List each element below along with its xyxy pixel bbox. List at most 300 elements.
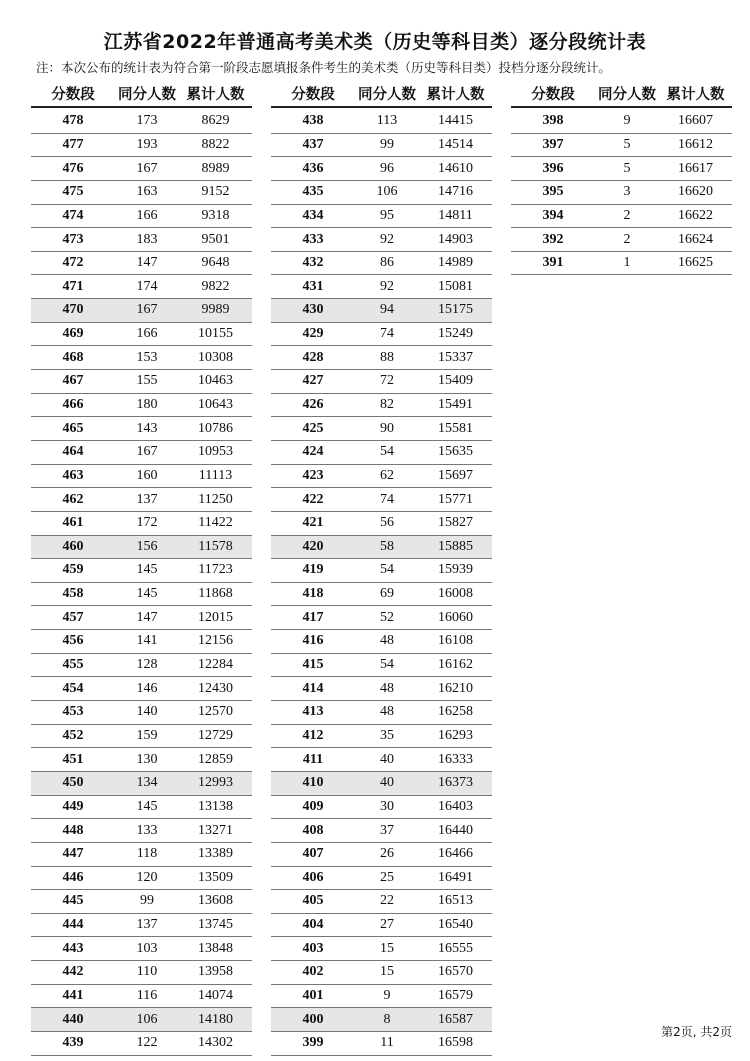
cumulative-cell: 16258 xyxy=(438,704,473,720)
same-count-cell: 92 xyxy=(380,231,394,247)
same-count-cell: 94 xyxy=(380,302,394,318)
cumulative-cell: 16373 xyxy=(438,775,473,791)
cumulative-cell: 15635 xyxy=(438,444,473,460)
same-count-cell: 25 xyxy=(380,869,394,885)
same-count-cell: 163 xyxy=(136,184,158,200)
same-count-cell: 167 xyxy=(136,302,158,318)
score-cell: 460 xyxy=(62,538,84,554)
score-cell: 439 xyxy=(62,1035,84,1051)
score-cell: 415 xyxy=(302,657,324,673)
same-count-cell: 27 xyxy=(380,917,394,933)
table-row xyxy=(31,961,252,985)
table-row xyxy=(271,465,492,489)
cumulative-cell: 11250 xyxy=(198,491,233,507)
score-cell: 405 xyxy=(302,893,324,909)
same-count-cell: 99 xyxy=(140,893,154,909)
table-row xyxy=(31,441,252,465)
score-cell: 440 xyxy=(62,1011,84,1027)
same-count-cell: 106 xyxy=(136,1011,158,1027)
table-row xyxy=(271,134,492,158)
table-row xyxy=(31,252,252,276)
table-row xyxy=(31,323,252,347)
table-row xyxy=(271,417,492,441)
table-row xyxy=(31,559,252,583)
score-cell: 414 xyxy=(302,680,324,696)
same-count-cell: 99 xyxy=(380,136,394,152)
score-cell: 464 xyxy=(62,444,84,460)
same-count-cell: 90 xyxy=(380,420,394,436)
table-row xyxy=(31,1032,252,1056)
table-row xyxy=(31,914,252,938)
score-cell: 429 xyxy=(302,326,324,342)
cumulative-cell: 15081 xyxy=(438,278,473,294)
score-cell: 410 xyxy=(302,775,324,791)
score-cell: 427 xyxy=(302,373,324,389)
score-cell: 432 xyxy=(302,255,324,271)
score-cell: 407 xyxy=(302,846,324,862)
table-row xyxy=(271,890,492,914)
cumulative-cell: 16162 xyxy=(438,657,473,673)
table-row xyxy=(31,134,252,158)
table-row xyxy=(271,1008,492,1032)
table-row xyxy=(31,228,252,252)
table-row xyxy=(271,772,492,796)
score-cell: 431 xyxy=(302,278,324,294)
table-row xyxy=(271,606,492,630)
table-row xyxy=(271,512,492,536)
same-count-cell: 116 xyxy=(136,988,158,1004)
same-count-cell: 9 xyxy=(623,113,631,129)
score-cell: 422 xyxy=(302,491,324,507)
same-count-cell: 141 xyxy=(136,633,158,649)
table-row xyxy=(271,583,492,607)
cumulative-cell: 10643 xyxy=(198,397,233,412)
cumulative-cell: 16108 xyxy=(438,633,473,649)
same-count-cell: 54 xyxy=(380,562,394,578)
cumulative-cell: 14180 xyxy=(198,1011,233,1027)
score-cell: 434 xyxy=(302,207,324,223)
table-row xyxy=(271,205,492,229)
table-rows xyxy=(271,110,492,1056)
same-count-cell: 137 xyxy=(136,917,158,933)
cumulative-cell: 14811 xyxy=(438,207,473,223)
table-row xyxy=(31,725,252,749)
cumulative-cell: 15697 xyxy=(438,467,473,483)
table-column-2 xyxy=(271,80,492,1056)
score-cell: 398 xyxy=(542,113,564,129)
score-cell: 475 xyxy=(62,184,84,200)
cumulative-cell: 16579 xyxy=(438,988,473,1004)
score-cell: 445 xyxy=(62,893,84,909)
cumulative-cell: 12993 xyxy=(198,775,233,791)
cumulative-cell: 13138 xyxy=(198,798,233,814)
header-cumulative: 累计人数 xyxy=(426,86,485,103)
table-column-1 xyxy=(31,80,252,1056)
same-count-cell: 2 xyxy=(623,231,631,247)
same-count-cell: 92 xyxy=(380,278,394,294)
cumulative-cell: 8822 xyxy=(201,136,230,152)
same-count-cell: 15 xyxy=(380,940,394,956)
same-count-cell: 103 xyxy=(136,940,158,956)
cumulative-cell: 10308 xyxy=(198,349,233,365)
cumulative-cell: 14514 xyxy=(438,136,473,152)
same-count-cell: 48 xyxy=(380,633,394,649)
same-count-cell: 167 xyxy=(136,160,158,176)
score-cell: 461 xyxy=(62,515,84,531)
cumulative-cell: 16620 xyxy=(678,184,713,200)
table-row xyxy=(271,937,492,961)
score-cell: 454 xyxy=(62,680,84,696)
cumulative-cell: 16570 xyxy=(438,964,473,980)
score-cell: 470 xyxy=(62,302,84,318)
table-row xyxy=(511,205,732,229)
same-count-cell: 145 xyxy=(136,798,158,814)
cumulative-cell: 16624 xyxy=(678,231,713,247)
table-rows xyxy=(511,110,732,275)
same-count-cell: 137 xyxy=(136,491,158,507)
score-cell: 412 xyxy=(302,727,324,743)
cumulative-cell: 16617 xyxy=(678,160,713,176)
table-row xyxy=(31,157,252,181)
cumulative-cell: 12570 xyxy=(198,704,233,720)
table-row xyxy=(31,796,252,820)
cumulative-cell: 11113 xyxy=(198,467,233,483)
table-row xyxy=(31,819,252,843)
cumulative-cell: 15409 xyxy=(438,373,473,389)
table-row xyxy=(271,323,492,347)
table-row xyxy=(31,630,252,654)
score-cell: 404 xyxy=(302,917,324,933)
same-count-cell: 96 xyxy=(380,160,394,176)
same-count-cell: 3 xyxy=(623,184,631,200)
cumulative-cell: 9318 xyxy=(201,207,230,223)
cumulative-cell: 12015 xyxy=(198,609,233,625)
same-count-cell: 180 xyxy=(136,397,158,412)
score-cell: 426 xyxy=(302,397,324,412)
same-count-cell: 147 xyxy=(136,609,158,625)
cumulative-cell: 14302 xyxy=(198,1035,233,1051)
score-cell: 471 xyxy=(62,278,84,294)
score-cell: 459 xyxy=(62,562,84,578)
table-row xyxy=(271,110,492,134)
table-row xyxy=(31,181,252,205)
score-cell: 392 xyxy=(542,231,564,247)
score-cell: 397 xyxy=(542,136,564,152)
cumulative-cell: 15337 xyxy=(438,349,473,365)
cumulative-cell: 12156 xyxy=(198,633,233,649)
cumulative-cell: 14903 xyxy=(438,231,473,247)
same-count-cell: 52 xyxy=(380,609,394,625)
table-row xyxy=(511,134,732,158)
same-count-cell: 37 xyxy=(380,822,394,838)
table-row xyxy=(511,252,732,276)
cumulative-cell: 10953 xyxy=(198,444,233,460)
table-row xyxy=(31,772,252,796)
same-count-cell: 40 xyxy=(380,751,394,767)
same-count-cell: 35 xyxy=(380,727,394,743)
same-count-cell: 48 xyxy=(380,704,394,720)
same-count-cell: 122 xyxy=(136,1035,158,1051)
score-cell: 449 xyxy=(62,798,84,814)
table-rows xyxy=(31,110,252,1056)
same-count-cell: 172 xyxy=(136,515,158,531)
cumulative-cell: 15249 xyxy=(438,326,473,342)
table-row xyxy=(271,843,492,867)
table-header xyxy=(271,80,492,108)
same-count-cell: 143 xyxy=(136,420,158,436)
same-count-cell: 40 xyxy=(380,775,394,791)
same-count-cell: 106 xyxy=(376,184,398,200)
score-cell: 395 xyxy=(542,184,564,200)
table-row xyxy=(31,1008,252,1032)
table-row xyxy=(271,796,492,820)
cumulative-cell: 16612 xyxy=(678,136,713,152)
table-row xyxy=(271,630,492,654)
table-row xyxy=(271,488,492,512)
header-score: 分数段 xyxy=(291,86,335,103)
table-row xyxy=(31,110,252,134)
table-row xyxy=(271,346,492,370)
same-count-cell: 74 xyxy=(380,491,394,507)
table-row xyxy=(511,157,732,181)
same-count-cell: 166 xyxy=(136,207,158,223)
table-row xyxy=(271,157,492,181)
cumulative-cell: 8629 xyxy=(201,113,230,129)
same-count-cell: 62 xyxy=(380,467,394,483)
score-cell: 469 xyxy=(62,326,84,342)
same-count-cell: 48 xyxy=(380,680,394,696)
score-cell: 417 xyxy=(302,609,324,625)
score-cell: 448 xyxy=(62,822,84,838)
score-cell: 416 xyxy=(302,633,324,649)
score-cell: 458 xyxy=(62,586,84,602)
cumulative-cell: 9152 xyxy=(201,184,230,200)
table-row xyxy=(271,228,492,252)
same-count-cell: 5 xyxy=(623,136,631,152)
cumulative-cell: 16293 xyxy=(438,727,473,743)
table-row xyxy=(31,512,252,536)
same-count-cell: 153 xyxy=(136,349,158,365)
score-cell: 437 xyxy=(302,136,324,152)
cumulative-cell: 9501 xyxy=(201,231,230,247)
cumulative-cell: 13389 xyxy=(198,846,233,862)
same-count-cell: 145 xyxy=(136,562,158,578)
table-row xyxy=(511,181,732,205)
header-score: 分数段 xyxy=(531,86,575,103)
same-count-cell: 88 xyxy=(380,349,394,365)
table-row xyxy=(271,252,492,276)
cumulative-cell: 15827 xyxy=(438,515,473,531)
table-row xyxy=(31,748,252,772)
same-count-cell: 173 xyxy=(136,113,158,129)
score-cell: 441 xyxy=(62,988,84,1004)
cumulative-cell: 8989 xyxy=(201,160,230,176)
header-same-count: 同分人数 xyxy=(598,86,656,103)
cumulative-cell: 15491 xyxy=(438,397,473,412)
score-cell: 468 xyxy=(62,349,84,365)
score-cell: 447 xyxy=(62,846,84,862)
cumulative-cell: 9989 xyxy=(201,302,230,318)
same-count-cell: 15 xyxy=(380,964,394,980)
score-cell: 438 xyxy=(302,113,324,129)
same-count-cell: 9 xyxy=(383,988,391,1004)
table-row xyxy=(31,205,252,229)
cumulative-cell: 13608 xyxy=(198,893,233,909)
score-cell: 435 xyxy=(302,184,324,200)
score-cell: 423 xyxy=(302,467,324,483)
table-row xyxy=(271,370,492,394)
table-row xyxy=(31,536,252,560)
cumulative-cell: 14074 xyxy=(198,988,233,1004)
same-count-cell: 183 xyxy=(136,231,158,247)
score-cell: 451 xyxy=(62,751,84,767)
same-count-cell: 160 xyxy=(136,467,158,483)
table-column-3 xyxy=(511,80,732,275)
same-count-cell: 30 xyxy=(380,798,394,814)
table-row xyxy=(271,654,492,678)
score-cell: 456 xyxy=(62,633,84,649)
same-count-cell: 145 xyxy=(136,586,158,602)
cumulative-cell: 9822 xyxy=(201,278,230,294)
table-row xyxy=(31,654,252,678)
header-cumulative: 累计人数 xyxy=(186,86,245,103)
cumulative-cell: 10786 xyxy=(198,420,233,436)
cumulative-cell: 13848 xyxy=(198,940,233,956)
cumulative-cell: 16333 xyxy=(438,751,473,767)
header-cumulative: 累计人数 xyxy=(666,86,725,103)
score-cell: 467 xyxy=(62,373,84,389)
cumulative-cell: 15581 xyxy=(438,420,473,436)
cumulative-cell: 15885 xyxy=(438,538,473,554)
same-count-cell: 128 xyxy=(136,657,158,673)
table-row xyxy=(271,559,492,583)
cumulative-cell: 15175 xyxy=(438,302,473,318)
score-cell: 476 xyxy=(62,160,84,176)
cumulative-cell: 10463 xyxy=(198,373,233,389)
score-cell: 413 xyxy=(302,704,324,720)
table-row xyxy=(271,536,492,560)
same-count-cell: 8 xyxy=(383,1011,391,1027)
score-cell: 466 xyxy=(62,397,84,412)
table-row xyxy=(31,275,252,299)
score-cell: 478 xyxy=(62,113,84,129)
table-row xyxy=(271,677,492,701)
score-cell: 463 xyxy=(62,467,84,483)
cumulative-cell: 16466 xyxy=(438,846,473,862)
same-count-cell: 118 xyxy=(136,846,158,862)
same-count-cell: 86 xyxy=(380,255,394,271)
cumulative-cell: 16210 xyxy=(438,680,473,696)
table-row xyxy=(31,701,252,725)
score-cell: 408 xyxy=(302,822,324,838)
same-count-cell: 193 xyxy=(136,136,158,152)
score-cell: 472 xyxy=(62,255,84,271)
cumulative-cell: 11578 xyxy=(198,538,233,554)
same-count-cell: 74 xyxy=(380,326,394,342)
score-cell: 430 xyxy=(302,302,324,318)
header-same-count: 同分人数 xyxy=(118,86,176,103)
same-count-cell: 146 xyxy=(136,680,158,696)
score-cell: 419 xyxy=(302,562,324,578)
header-same-count: 同分人数 xyxy=(358,86,416,103)
table-row xyxy=(31,937,252,961)
table-row xyxy=(31,890,252,914)
cumulative-cell: 16008 xyxy=(438,586,473,602)
score-cell: 391 xyxy=(542,255,564,271)
page-title: 江苏省2022年普通高考美术类（历史等科目类）逐分段统计表 xyxy=(103,31,647,53)
cumulative-cell: 11422 xyxy=(198,515,233,531)
table-header xyxy=(31,80,252,108)
cumulative-cell: 14716 xyxy=(438,184,473,200)
same-count-cell: 82 xyxy=(380,397,394,412)
cumulative-cell: 15771 xyxy=(438,491,473,507)
table-row xyxy=(271,985,492,1009)
cumulative-cell: 11868 xyxy=(198,586,233,602)
cumulative-cell: 15939 xyxy=(438,562,473,578)
same-count-cell: 133 xyxy=(136,822,158,838)
cumulative-cell: 9648 xyxy=(201,255,230,271)
score-cell: 428 xyxy=(302,349,324,365)
score-cell: 442 xyxy=(62,964,84,980)
score-cell: 420 xyxy=(302,538,324,554)
same-count-cell: 130 xyxy=(136,751,158,767)
same-count-cell: 5 xyxy=(623,160,631,176)
table-row xyxy=(31,985,252,1009)
table-row xyxy=(271,1032,492,1056)
table-row xyxy=(271,394,492,418)
cumulative-cell: 13509 xyxy=(198,869,233,885)
same-count-cell: 22 xyxy=(380,893,394,909)
page-number: 第2页, 共2页 xyxy=(661,1025,732,1039)
score-cell: 418 xyxy=(302,586,324,602)
score-cell: 473 xyxy=(62,231,84,247)
cumulative-cell: 16607 xyxy=(678,113,713,129)
same-count-cell: 11 xyxy=(380,1035,394,1051)
table-row xyxy=(271,914,492,938)
cumulative-cell: 13271 xyxy=(198,822,233,838)
cumulative-cell: 13958 xyxy=(198,964,233,980)
score-cell: 455 xyxy=(62,657,84,673)
header-score: 分数段 xyxy=(51,86,95,103)
cumulative-cell: 16540 xyxy=(438,917,473,933)
table-row xyxy=(31,370,252,394)
table-row xyxy=(31,677,252,701)
score-cell: 394 xyxy=(542,207,564,223)
same-count-cell: 113 xyxy=(376,113,398,129)
table-row xyxy=(271,299,492,323)
table-row xyxy=(511,110,732,134)
cumulative-cell: 14610 xyxy=(438,160,473,176)
cumulative-cell: 10155 xyxy=(198,326,233,342)
cumulative-cell: 12729 xyxy=(198,727,233,743)
table-row xyxy=(31,394,252,418)
cumulative-cell: 16491 xyxy=(438,869,473,885)
score-cell: 401 xyxy=(302,988,324,1004)
same-count-cell: 156 xyxy=(136,538,158,554)
cumulative-cell: 13745 xyxy=(198,917,233,933)
same-count-cell: 26 xyxy=(380,846,394,862)
cumulative-cell: 12284 xyxy=(198,657,233,673)
score-cell: 465 xyxy=(62,420,84,436)
table-header xyxy=(511,80,732,108)
score-cell: 406 xyxy=(302,869,324,885)
same-count-cell: 167 xyxy=(136,444,158,460)
table-row xyxy=(31,488,252,512)
same-count-cell: 174 xyxy=(136,278,158,294)
same-count-cell: 54 xyxy=(380,657,394,673)
same-count-cell: 147 xyxy=(136,255,158,271)
table-row xyxy=(271,867,492,891)
